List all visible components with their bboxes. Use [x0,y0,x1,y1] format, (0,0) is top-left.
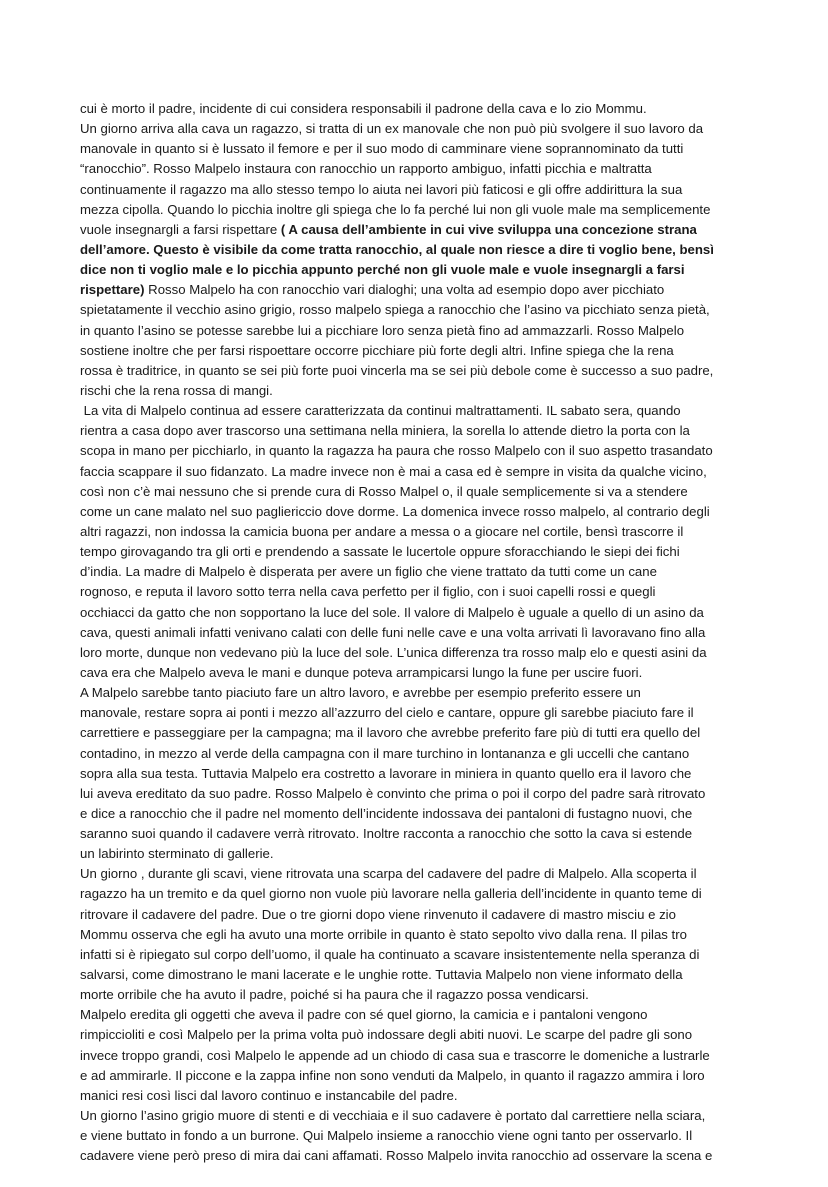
text-line: spietatamente il vecchio asino grigio, rosso malpelo spiega a ranocchio che l’asino va picchiato senza pietà, [80,302,710,318]
text-line: rimpiccioliti e così Malpelo per la prima volta può indossare degli abiti nuovi. Le scarpe del padre gli sono [80,1027,693,1043]
text-line: ragazzo ha un tremito e da quel giorno non vuole più lavorare nella galleria dell’incidente in quanto teme di [80,886,702,902]
text-line: altri ragazzi, non indossa la camicia buona per andare a messa o a giocare nel cortile, bensì trascorre il [80,523,684,539]
text-line: e ad ammirarle. Il piccone e la zappa infine non sono venduti da Malpelo, in quanto il ragazzo ammira i loro [80,1067,705,1083]
text-line [80,260,752,280]
text-line: carrettiere e passeggiare per la campagna; ma il lavoro che avrebbe preferito fare più di tutti era quello del [80,725,701,741]
text-line: Mommu osserva che egli ha avuto una morte orribile in quanto è stato sepolto vivo dalla rena. Il pilas tro [80,926,687,942]
text-line: rischi che la rena rossa di mangi. [80,382,273,398]
text-line: come un cane malato nel suo pagliericcio dove dorme. La domenica invece rosso malpelo, al contrario degli [80,503,710,519]
text-fragment: vuole insegnargli a farsi rispettare [80,221,281,237]
text-line: cava, questi animali infatti venivano calati con delle funi nelle cave e una volta arrivati lì lavoravano fino alla [80,624,706,640]
text-line: manovale, restare sopra ai ponti i mezzo all’azzurro del cielo e cantare, oppure gli sarebbe piaciuto fare il [80,705,694,721]
text-line: manovale in quanto si è lussato il femore e per il suo modo di camminare viene soprannominato da tutti [80,141,684,157]
text-line: morte orribile che ha avuto il padre, poiché si ha paura che il ragazzo possa vendicarsi. [80,987,589,1003]
text-line: infatti si è ripiegato sul corpo dell’uomo, il quale ha continuato a scavare insistentemente nella speranza di [80,946,700,962]
text-line [80,1166,752,1186]
bold-fragment: dell’amore. Questo è visibile da come tratta ranocchio, al quale non riesce a dire ti voglio bene, bensì [80,241,714,257]
text-line [80,220,752,240]
text-line: un labirinto sterminato di gallerie. [80,846,274,862]
text-line [80,280,752,300]
document-page [80,99,752,1187]
text-line: in quanto l’asino se potesse sarebbe lui a picchiare loro senza pietà fino ad ammazzarli. Rosso Malpelo [80,322,685,338]
text-line: rientra a casa dopo aver trascorso una settimana nella miniera, la sorella lo attende dietro la porta con la [80,423,690,439]
text-line: salvarsi, come dimostrano le mani lacerate e le unghie rotte. Tuttavia Malpelo non viene informato della [80,967,683,983]
text-line: sopra alla sua testa. Tuttavia Malpelo era costretto a lavorare in miniera in quanto quello era il lavoro che [80,765,692,781]
text-line: tempo girovagando tra gli orti e prendendo a sassate le lucertole oppure sforacchiando le siepi dei fichi [80,544,680,560]
text-line: lui aveva ereditato da suo padre. Rosso Malpelo è convinto che prima o poi il corpo del padre sarà ritrovato [80,785,706,801]
text-line: Un giorno , durante gli scavi, viene ritrovata una scarpa del cadavere del padre di Malpelo. Alla scoperta il [80,866,697,882]
text-line: sostiene inoltre che per farsi rispoettare occorre picchiare più forte degli altri. Infine spiega che la rena [80,342,674,358]
bold-fragment: ( A causa dell’ambiente in cui vive sviluppa una concezione strana [280,221,697,237]
text-line: mezza cipolla. Quando lo picchia inoltre gli spiega che lo fa perché lui non gli vuole male ma semplicemente [80,201,711,217]
text-line: occhiacci da gatto che non sopportano la luce del sole. Il valore di Malpelo è uguale a quello di un asino da [80,604,704,620]
text-line: rognoso, e reputa il lavoro sotto terra nella cava perfetto per il figlio, con i suoi capelli rossi e quegli [80,584,656,600]
text-line: invece troppo grandi, così Malpelo le appende ad un chiodo di casa sua e trascorre le domeniche a lustrarle [80,1047,710,1063]
text-line: cadavere viene però preso di mira dai cani affamati. Rosso Malpelo invita ranocchio ad osservare la scena e [80,1148,713,1164]
text-line: A Malpelo sarebbe tanto piaciuto fare un altro lavoro, e avrebbe per esempio preferito essere un [80,685,641,701]
text-line: La vita di Malpelo continua ad essere caratterizzata da continui maltrattamenti. IL sabato sera, quando [80,403,681,419]
text-line: così non c’è mai nessuno che si prende cura di Rosso Malpel o, il quale semplicemente si va a stendere [80,483,688,499]
text-line [80,240,752,260]
text-line: scopa in mano per picchiarlo, in quanto la ragazza ha paura che rosso Malpelo con il suo aspetto trasandato [80,443,713,459]
text-line: Un giorno l’asino grigio muore di stenti e di vecchiaia e il suo cadavere è portato dal carrettiere nella sciara, [80,1108,706,1124]
text-line: “ranocchio”. Rosso Malpelo instaura con ranocchio un rapporto ambiguo, infatti picchia e maltratta [80,161,652,177]
text-line: e dice a ranocchio che il padre nel momento dell’incidente indossava dei pantaloni di fustagno nuovi, che [80,805,693,821]
text-line: rossa è traditrice, in quanto se sei più forte puoi vincerla ma se sei più debole come è successo a suo padre, [80,362,714,378]
bold-fragment: dice non ti voglio male e lo picchia appunto perché non gli vuole male e vuole insegnargli a farsi [80,262,685,278]
text-line: contadino, in mezzo al verde della campagna con il mare turchino in lontananza e gli uccelli che cantano [80,745,690,761]
text-line: loro morte, dunque non vedevano più la luce del sole. L’unica differenza tra rosso malp elo e questi asini da [80,644,707,660]
text-line: d’india. La madre di Malpelo è disperata per avere un figlio che viene trattato da tutti come un cane [80,564,657,580]
text-line: Un giorno arriva alla cava un ragazzo, si tratta di un ex manovale che non può più svolgere il suo lavoro da [80,121,704,137]
text-line: saranno suoi quando il cadavere verrà ritrovato. Inoltre racconta a ranocchio che sotto la cava si estende [80,826,693,842]
text-line: Malpelo eredita gli oggetti che aveva il padre con sé quel giorno, la camicia e i pantaloni vengono [80,1007,648,1023]
text-fragment: Rosso Malpelo ha con ranocchio vari dialoghi; una volta ad esempio dopo aver picchiato [144,282,665,298]
text-line: cava era che Malpelo aveva le mani e dunque poteva arrampicarsi lungo la fune per uscire fuori. [80,664,643,680]
text-line: continuamente il ragazzo ma allo stesso tempo lo aiuta nei lavori più faticosi e gli offre addirittura la sua [80,181,683,197]
text-line: e viene buttato in fondo a un burrone. Qui Malpelo insieme a ranocchio viene ogni tanto per osservarlo. Il [80,1128,693,1144]
bold-fragment: rispettare) [80,282,145,298]
text-line: manici resi così lisci dal lavoro continuo e instancabile del padre. [80,1087,458,1103]
text-line: ritrovare il cadavere del padre. Due o tre giorni dopo viene rinvenuto il cadavere di mastro misciu e zio [80,906,676,922]
text-line: faccia scappare il suo fidanzato. La madre invece non è mai a casa ed è sempre in visita da qualche vicino, [80,463,707,479]
text-line: cui è morto il padre, incidente di cui considera responsabili il padrone della cava e lo zio Mommu. [80,101,647,116]
